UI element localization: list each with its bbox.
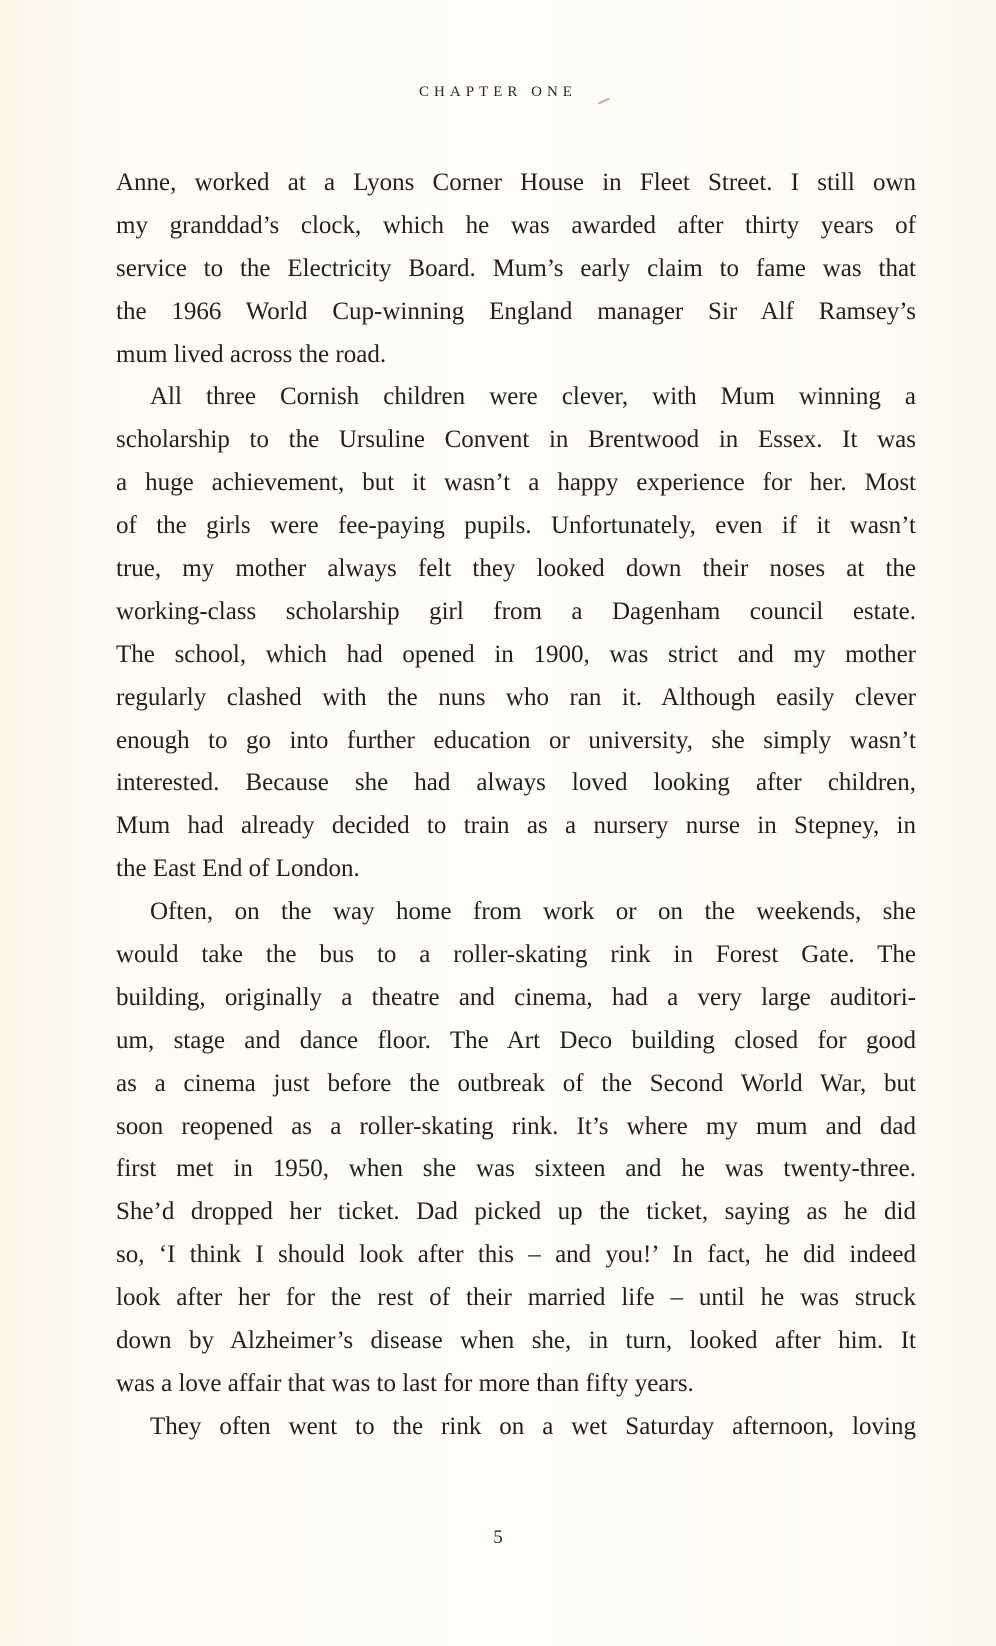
text-line: Mum had already decided to train as a nursery nurse in Stepney, in [116, 812, 916, 840]
text-line: Often, on the way home from work or on the weekends, she [150, 898, 916, 926]
text-line: down by Alzheimer’s disease when she, in turn, looked after him. It [116, 1327, 916, 1355]
text-line: building, originally a theatre and cinema, had a very large auditori- [116, 983, 916, 1011]
text-line: would take the bus to a roller-skating rink in Forest Gate. The [116, 941, 916, 969]
running-head: CHAPTER ONE [419, 84, 577, 100]
body-text [116, 162, 916, 1449]
text-line: Anne, worked at a Lyons Corner House in Fleet Street. I still own [116, 169, 916, 196]
text-line: The school, which had opened in 1900, was strict and my mother [116, 640, 916, 668]
text-line: first met in 1950, when she was sixteen and he was twenty-three. [116, 1155, 916, 1183]
text-line: my granddad’s clock, which he was awarded after thirty years of [116, 211, 916, 239]
text-line: um, stage and dance floor. The Art Deco building closed for good [116, 1026, 916, 1054]
text-line: She’d dropped her ticket. Dad picked up the ticket, saying as he did [116, 1198, 916, 1226]
paragraph [116, 162, 916, 376]
paragraph [116, 891, 916, 1406]
text-line: mum lived across the road. [116, 340, 387, 368]
paragraph [116, 1406, 916, 1449]
text-line: scholarship to the Ursuline Convent in Brentwood in Essex. It was [116, 426, 916, 454]
page-number: 5 [493, 1527, 503, 1548]
text-line: so, ‘I think I should look after this – and you!’ In fact, he did indeed [116, 1241, 916, 1269]
text-line: look after her for the rest of their married life – until he was struck [116, 1284, 916, 1312]
text-line: the East End of London. [116, 855, 360, 883]
text-line: of the girls were fee-paying pupils. Unfortunately, even if it wasn’t [116, 512, 916, 540]
text-line: working-class scholarship girl from a Dagenham council estate. [116, 597, 916, 625]
paragraph [116, 376, 916, 891]
text-line: interested. Because she had always loved looking after children, [116, 769, 916, 797]
text-line: was a love affair that was to last for more than fifty years. [116, 1369, 694, 1397]
text-line: true, my mother always felt they looked down their noses at the [116, 555, 916, 583]
text-line: regularly clashed with the nuns who ran it. Although easily clever [116, 683, 916, 711]
text-line: a huge achievement, but it wasn’t a happy experience for her. Most [116, 469, 916, 497]
text-line: soon reopened as a roller-skating rink. It’s where my mum and dad [116, 1112, 916, 1140]
text-line: service to the Electricity Board. Mum’s early claim to fame was that [116, 254, 916, 282]
text-line: They often went to the rink on a wet Saturday afternoon, loving [150, 1412, 916, 1440]
text-line: All three Cornish children were clever, with Mum winning a [150, 383, 916, 411]
text-line: the 1966 World Cup-winning England manager Sir Alf Ramsey’s [116, 297, 916, 325]
text-line: as a cinema just before the outbreak of the Second World War, but [116, 1069, 916, 1097]
text-line: enough to go into further education or university, she simply wasn’t [116, 726, 916, 754]
